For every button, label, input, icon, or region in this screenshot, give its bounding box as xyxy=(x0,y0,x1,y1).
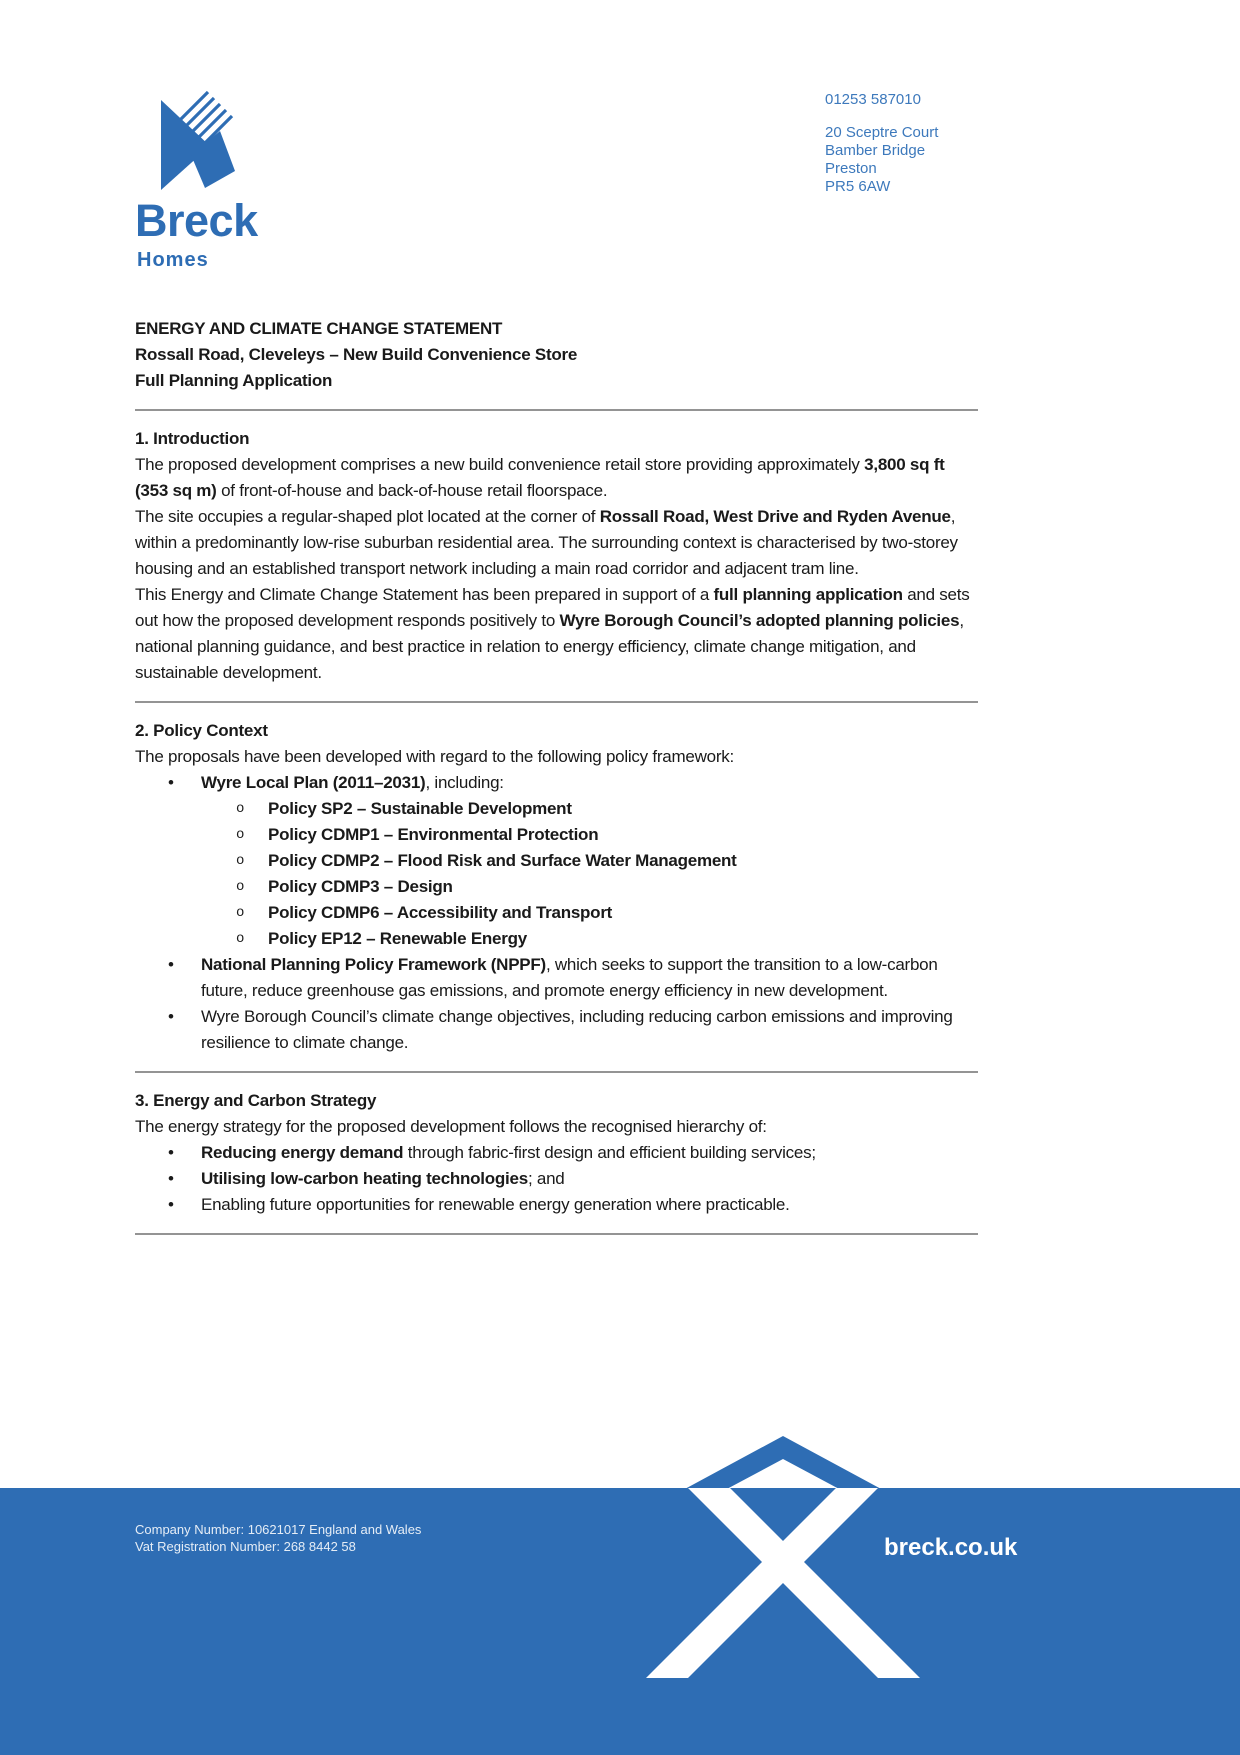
bullet-item xyxy=(236,926,978,952)
company-info xyxy=(135,1521,421,1555)
contact-block xyxy=(825,91,938,196)
bullet-marker: • xyxy=(168,955,174,974)
bullet-text: Wyre Local Plan (2011–2031), including: xyxy=(201,773,504,792)
section-heading: 3. Energy and Carbon Strategy xyxy=(135,1091,377,1110)
footer-graphic xyxy=(0,1435,1240,1755)
bullet-item xyxy=(236,822,978,848)
breck-logo-icon xyxy=(158,88,240,195)
bullet-marker: o xyxy=(236,905,245,921)
section-policy-context xyxy=(135,718,978,1056)
bullet-item xyxy=(168,1192,978,1218)
document-title xyxy=(135,316,978,394)
paragraph: The proposed development comprises a new build convenience retail store providing approximately 3,800 sq ft (353 sq m) of front-of-house and back-of-house retail floorspace. xyxy=(135,455,945,500)
bullet-item xyxy=(236,796,978,822)
title-line-3: Full Planning Application xyxy=(135,371,333,390)
contact-address-line: Bamber Bridge xyxy=(825,142,926,159)
bullet-item xyxy=(236,900,978,926)
bullet-text: Utilising low-carbon heating technologies; and xyxy=(201,1169,565,1188)
section-heading: 1. Introduction xyxy=(135,429,250,448)
brand-name: Breck xyxy=(135,195,258,246)
bullet-text: Enabling future opportunities for renewable energy generation where practicable. xyxy=(201,1195,790,1214)
bullet-item xyxy=(236,874,978,900)
title-line-2: Rossall Road, Cleveleys – New Build Convenience Store xyxy=(135,345,578,364)
contact-phone: 01253 587010 xyxy=(825,91,921,108)
bullet-text: National Planning Policy Framework (NPPF), which seeks to support the transition to a low-carbon future, reduce greenhouse gas emissions, and promote energy efficiency in new development. xyxy=(201,955,938,1000)
title-line-1: ENERGY AND CLIMATE CHANGE STATEMENT xyxy=(135,319,503,338)
bullet-marker: o xyxy=(236,801,245,817)
bullet-item xyxy=(168,1166,978,1192)
bullet-marker: o xyxy=(236,879,245,895)
page-footer xyxy=(0,1435,1240,1755)
paragraph: This Energy and Climate Change Statement has been prepared in support of a full planning application and sets out how the proposed development responds positively to Wyre Borough Council’s adopted planning policies, national planning guidance, and best practice in relation to energy efficiency, climate change mitigation, and sustainable development. xyxy=(135,585,970,682)
bullet-marker: o xyxy=(236,827,245,843)
bullet-marker: • xyxy=(168,773,174,792)
bullet-text: Policy CDMP1 – Environmental Protection xyxy=(268,825,599,844)
company-number: Company Number: 10621017 England and Wales xyxy=(135,1522,422,1537)
bullet-item xyxy=(168,1140,978,1166)
contact-address-line: PR5 6AW xyxy=(825,178,891,195)
brand-tagline: Homes xyxy=(137,249,209,271)
bullet-text: Policy CDMP2 – Flood Risk and Surface Water Management xyxy=(268,851,737,870)
bullet-text: Policy CDMP6 – Accessibility and Transport xyxy=(268,903,613,922)
section-introduction xyxy=(135,426,978,686)
bullet-marker: • xyxy=(168,1195,174,1214)
section-energy-carbon-strategy xyxy=(135,1088,978,1218)
bullet-item xyxy=(168,770,978,796)
bullet-marker: • xyxy=(168,1143,174,1162)
horizontal-rule xyxy=(135,1071,978,1073)
bullet-marker: o xyxy=(236,853,245,869)
bullet-item xyxy=(168,952,978,1004)
paragraph: The energy strategy for the proposed development follows the recognised hierarchy of: xyxy=(135,1117,767,1136)
contact-address-line: Preston xyxy=(825,160,877,177)
vat-number: Vat Registration Number: 268 8442 58 xyxy=(135,1539,356,1554)
bullet-marker: • xyxy=(168,1169,174,1188)
bullet-text: Policy SP2 – Sustainable Development xyxy=(268,799,572,818)
section-heading: 2. Policy Context xyxy=(135,721,268,740)
website-link[interactable]: breck.co.uk xyxy=(884,1534,1018,1561)
bullet-text: Policy CDMP3 – Design xyxy=(268,877,453,896)
bullet-item xyxy=(236,848,978,874)
bullet-text: Wyre Borough Council’s climate change objectives, including reducing carbon emissions and improving resilience to climate change. xyxy=(201,1007,953,1052)
bullet-marker: • xyxy=(168,1007,174,1026)
document-body xyxy=(135,316,978,1250)
paragraph: The proposals have been developed with regard to the following policy framework: xyxy=(135,747,734,766)
paragraph: The site occupies a regular-shaped plot located at the corner of Rossall Road, West Drive and Ryden Avenue, within a predominantly low-rise suburban residential area. The surrounding context is characterised by two-storey housing and an established transport network including a main road corridor and adjacent tram line. xyxy=(135,507,958,578)
horizontal-rule xyxy=(135,1233,978,1235)
bullet-marker: o xyxy=(236,931,245,947)
horizontal-rule xyxy=(135,701,978,703)
footer-chevron-ribbon xyxy=(683,1436,883,1490)
bullet-text: Reducing energy demand through fabric-first design and efficient building services; xyxy=(201,1143,816,1162)
bullet-text: Policy EP12 – Renewable Energy xyxy=(268,929,527,948)
bullet-item xyxy=(168,1004,978,1056)
horizontal-rule xyxy=(135,409,978,411)
contact-address-line: 20 Sceptre Court xyxy=(825,124,939,141)
